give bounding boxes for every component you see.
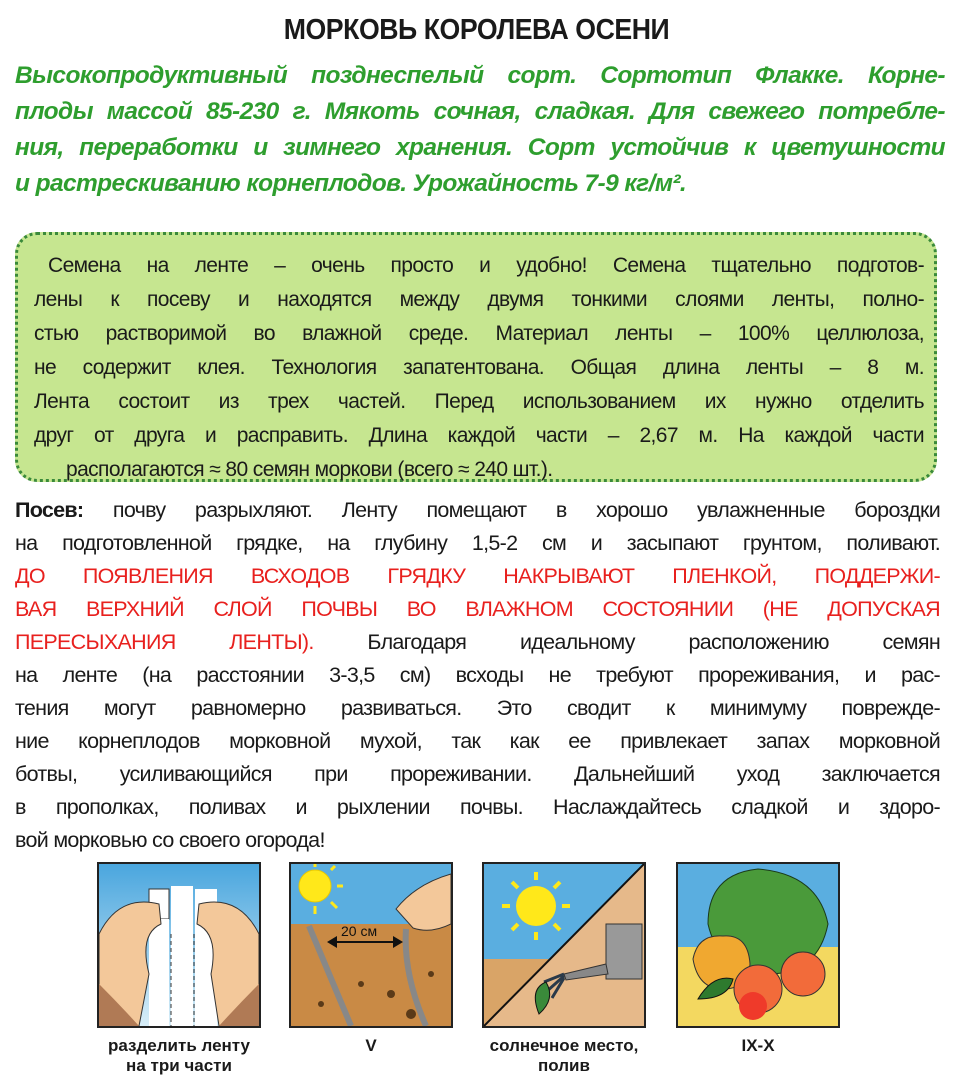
seed-tape-info-box (15, 232, 937, 482)
variety-description (15, 58, 945, 202)
tape-info-line: Лента состоит из трех частей. Перед использованием их нужно отделить (34, 390, 924, 413)
sowing-label: Посев: (15, 498, 84, 522)
step-caption: разделить ленту на три части (108, 1036, 250, 1075)
step-caption: V (365, 1036, 377, 1055)
hands-splitting-tape-icon (97, 862, 261, 1028)
description-line: плоды массой 85-230 г. Мякоть сочная, сладкая. Для свежего потребле- (15, 98, 945, 125)
sun-watering-can-icon (482, 862, 646, 1028)
tape-info-line: не содержит клея. Технология запатентована. Общая длина ленты – 8 м. (34, 356, 924, 379)
vegetables-harvest-icon (676, 862, 840, 1028)
sowing-text: ние корнеплодов морковной мухой, так как ее привлекает запах морковной (15, 729, 940, 753)
page-title: МОРКОВЬ КОРОЛЕВА ОСЕНИ (283, 14, 670, 46)
tape-info-line: стью растворимой во влажной среде. Материал ленты – 100% целлюлоза, (34, 322, 924, 345)
tape-info-line: друг от друга и расправить. Длина каждой части – 2,67 м. На каждой части (34, 424, 924, 447)
sowing-text: Благодаря идеальному расположению семян (313, 630, 941, 654)
sowing-instructions (15, 494, 940, 857)
svg-text:20 см: 20 см (341, 923, 378, 939)
tape-info-line: лены к посеву и находятся между двумя тонкими слоями ленты, полно- (34, 288, 924, 311)
sowing-text: тения могут равномерно развиваться. Это сводит к минимуму поврежде- (15, 696, 940, 720)
sowing-text: ботвы, усиливающийся при прореживании. Дальнейший уход заключается (15, 762, 940, 786)
sowing-furrows-icon (289, 862, 453, 1028)
tape-info-line: Семена на ленте – очень просто и удобно! Семена тщательно подготов- (48, 254, 924, 277)
step-caption: солнечное место, полив (489, 1036, 639, 1075)
warning-text: ВАЯ ВЕРХНИЙ СЛОЙ ПОЧВЫ ВО ВЛАЖНОМ СОСТОЯНИИ (НЕ ДОПУСКАЯ (15, 597, 940, 621)
description-line: и растрескиванию корнеплодов. Урожайность 7-9 кг/м². (15, 170, 687, 197)
warning-text: ПЕРЕСЫХАНИЯ ЛЕНТЫ). (15, 630, 314, 654)
step-caption: IX-X (741, 1036, 775, 1055)
warning-text: ДО ПОЯВЛЕНИЯ ВСХОДОВ ГРЯДКУ НАКРЫВАЮТ ПЛЕНКОЙ, ПОДДЕРЖИ- (15, 564, 940, 588)
sowing-text: в прополках, поливах и рыхлении почвы. Наслаждайтесь сладкой и здоро- (15, 795, 940, 819)
sowing-text: на подготовленной грядке, на глубину 1,5-2 см и засыпают грунтом, поливают. (15, 531, 940, 555)
tape-info-line: располагаются ≈ 80 семян моркови (всего ≈ 240 шт.). (66, 458, 553, 481)
sowing-text: вой морковью со своего огорода! (15, 828, 325, 852)
description-line: ния, переработки и зимнего хранения. Сорт устойчив к цветушности (15, 134, 945, 161)
sowing-text: почву разрыхляют. Ленту помещают в хорошо увлажненные бороздки (83, 498, 940, 522)
description-line: Высокопродуктивный позднеспелый сорт. Сортотип Флакке. Корне- (15, 62, 945, 89)
sowing-text: на ленте (на расстоянии 3-3,5 см) всходы не требуют прореживания, и рас- (15, 663, 940, 687)
